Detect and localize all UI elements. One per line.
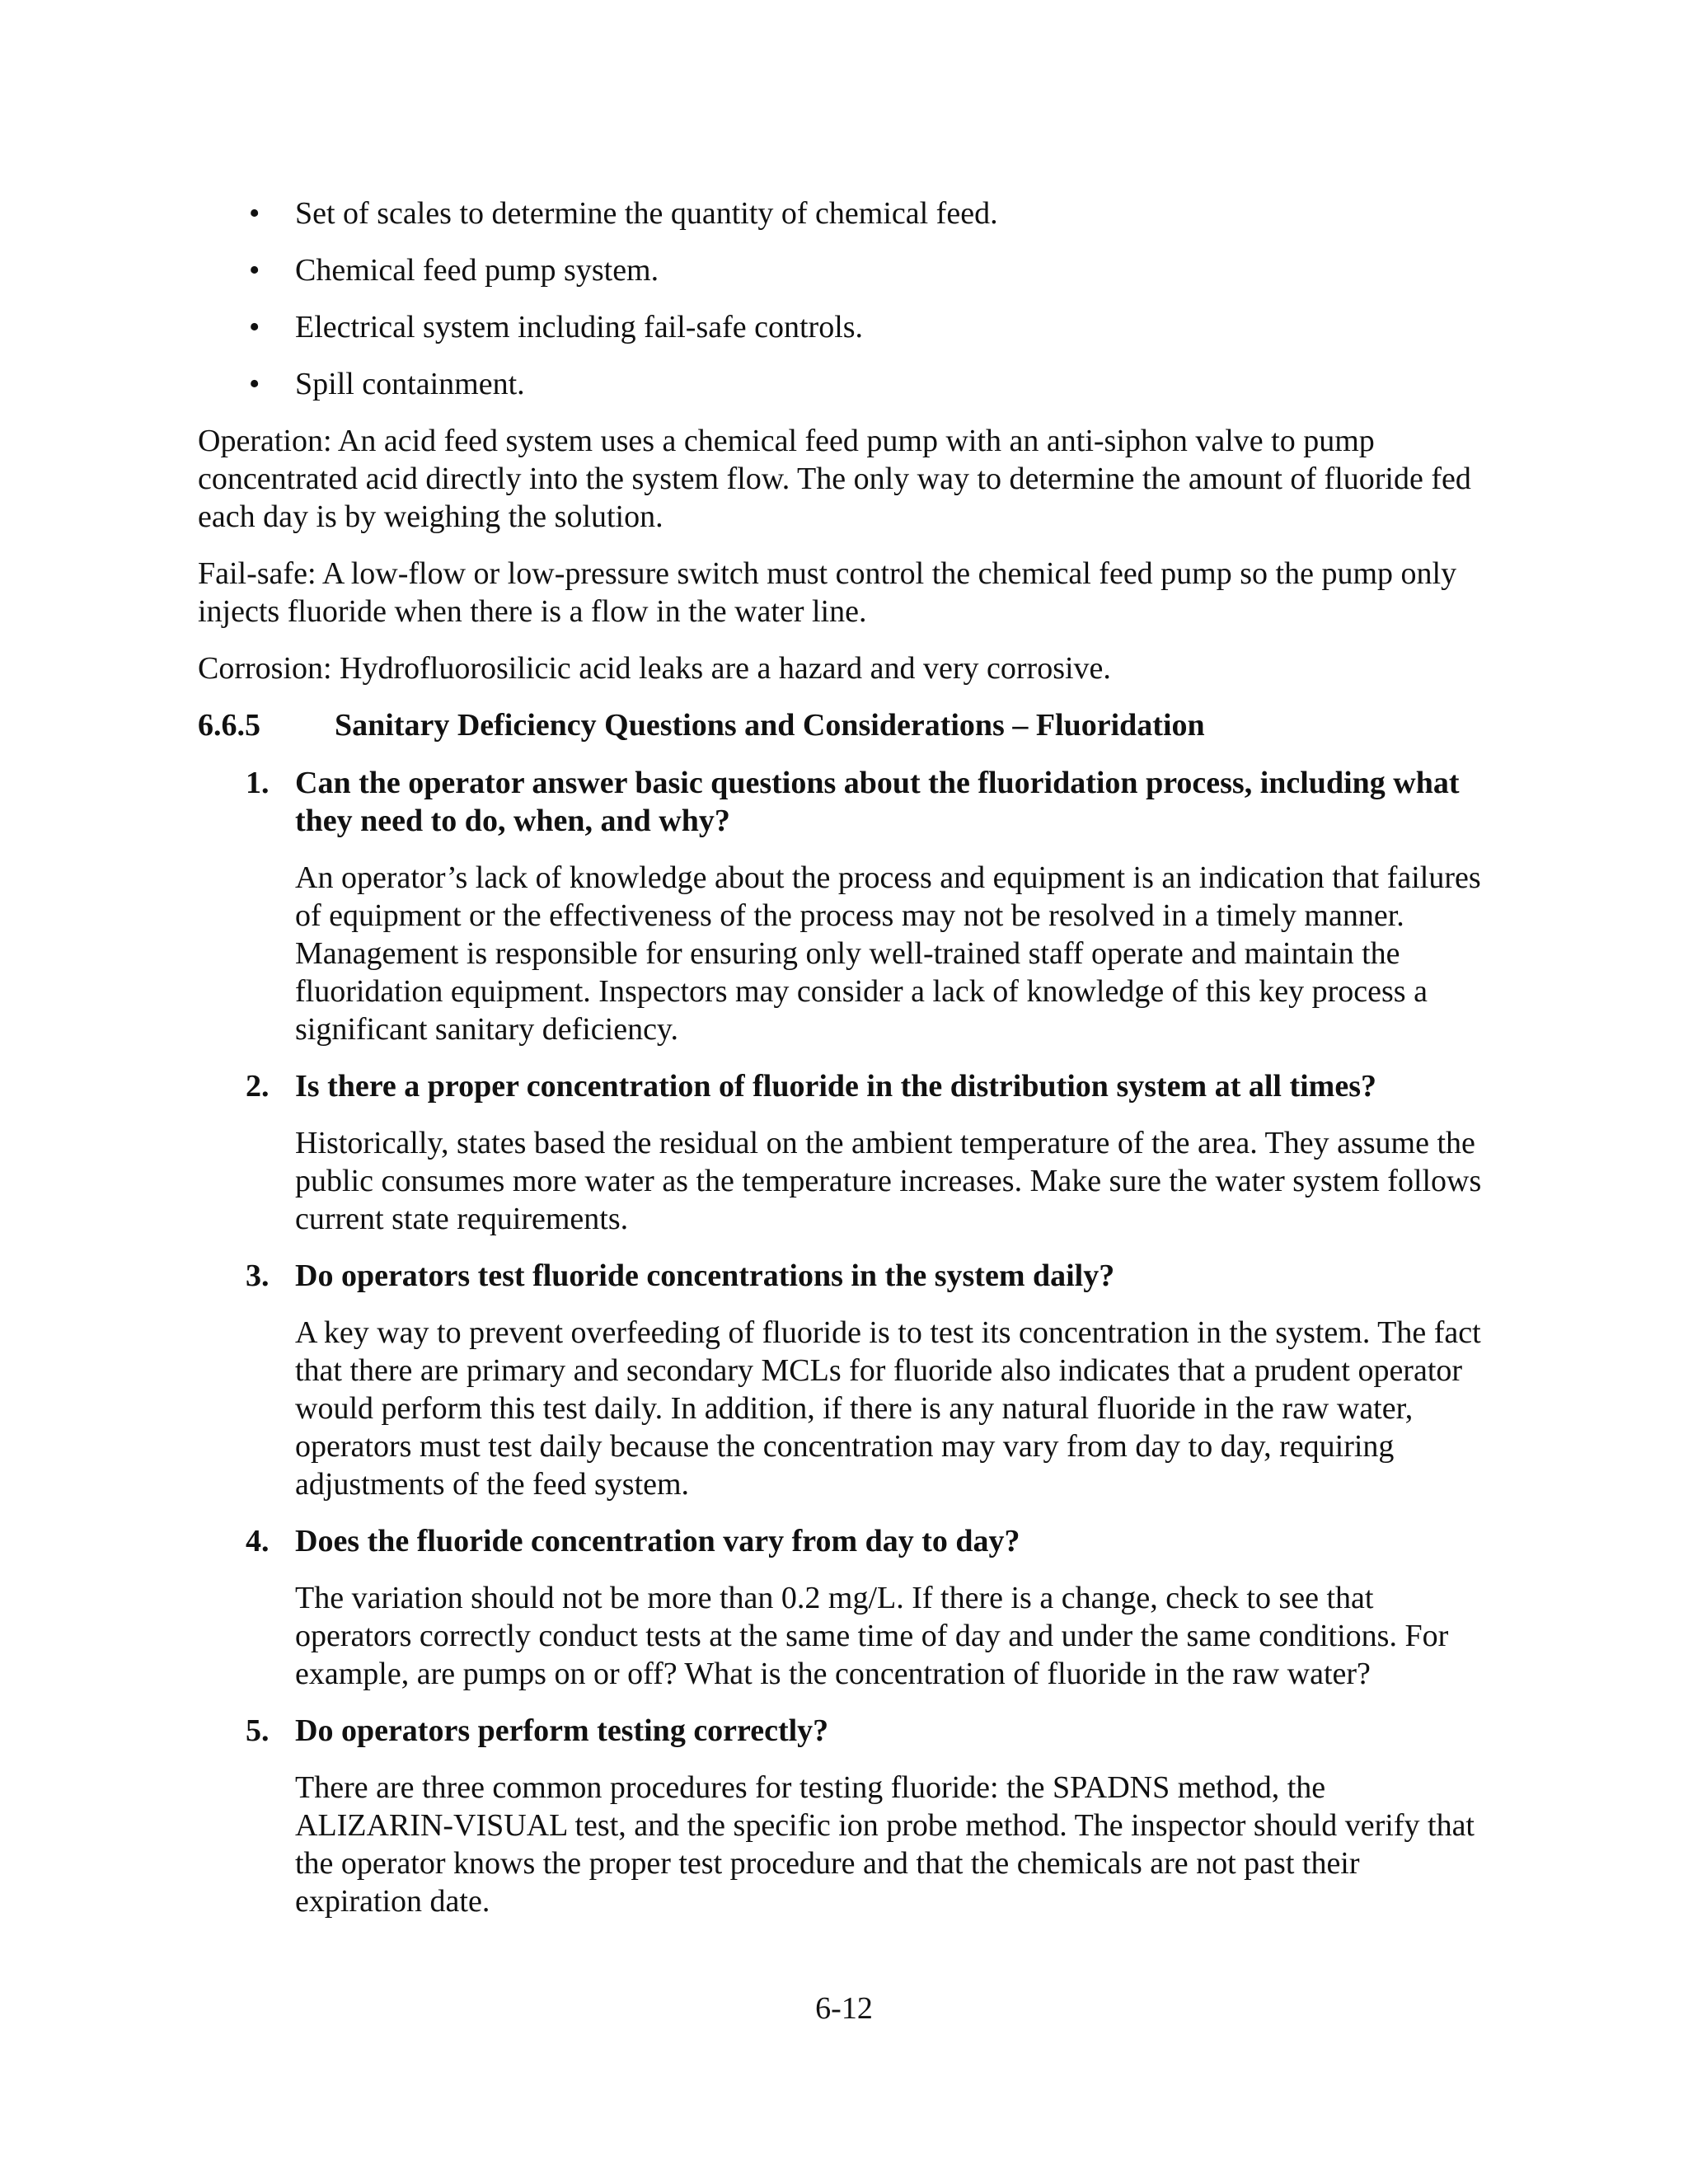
question [198,1522,1484,1560]
question-list [198,764,1484,1920]
section-number: 6.6.5 [198,708,260,743]
question-text: Can the operator answer basic questions about the fluoridation process, including what they need to do, when, and why? [295,766,1460,838]
question [198,764,1484,840]
question-text: Do operators test fluoride concentrations in the system daily? [295,1258,1115,1293]
question-item [198,764,1484,1048]
question-text: Does the fluoride concentration vary from day to day? [295,1524,1020,1558]
question-item [198,1257,1484,1503]
question [198,1067,1484,1105]
section-heading [198,706,1484,744]
bullet-text: Chemical feed pump system. [295,253,659,288]
bullet-item [198,308,1484,346]
question-number: 3. [246,1258,270,1293]
question-number: 1. [246,766,270,800]
bullet-icon: • [249,253,260,288]
question-text: Is there a proper concentration of fluoride in the distribution system at all times? [295,1069,1376,1104]
bullet-item [198,194,1484,232]
bullet-item [198,251,1484,289]
answer-text: Historically, states based the residual on the ambient temperature of the area. They assume the public consumes more water as the temperature increases. Make sure the water system follows current state requirements. [295,1126,1482,1236]
question [198,1257,1484,1295]
question-item [198,1522,1484,1693]
question-number: 4. [246,1524,270,1558]
document-page [198,194,1484,1939]
operation-paragraph: Operation: An acid feed system uses a chemical feed pump with an anti-siphon valve to pump concentrated acid directly into the system flow. The only way to determine the amount of fluoride fed each day is by weighing the solution. [198,424,1471,534]
corrosion-paragraph: Corrosion: Hydrofluorosilicic acid leaks are a hazard and very corrosive. [198,651,1111,686]
question-item [198,1067,1484,1238]
question-number: 5. [246,1713,270,1748]
question-number: 2. [246,1069,270,1104]
answer-text: An operator’s lack of knowledge about the process and equipment is an indication that failures of equipment or the effectiveness of the process may not be resolved in a timely manner. Management is responsible for ensuring only well-trained staff operate and maintain the fluoridation equipment. Inspectors may consider a lack of knowledge of this key process a significant sanitary deficiency. [295,860,1481,1047]
answer-text: A key way to prevent overfeeding of fluoride is to test its concentration in the system. The fact that there are primary and secondary MCLs for fluoride also indicates that a prudent operator would perform this test daily. In addition, if there is any natural fluoride in the raw water, operators must test daily because the concentration may vary from day to day, requiring adjustments of the feed system. [295,1315,1481,1502]
bullet-text: Spill containment. [295,367,525,401]
equipment-bullet-list [198,194,1484,403]
failsafe-paragraph: Fail-safe: A low-flow or low-pressure switch must control the chemical feed pump so the pump only injects fluoride when there is a flow in the water line. [198,556,1457,629]
bullet-text: Set of scales to determine the quantity of chemical feed. [295,196,998,231]
bullet-icon: • [249,310,260,344]
bullet-icon: • [249,196,260,231]
answer-text: The variation should not be more than 0.2 mg/L. If there is a change, check to see that operators correctly conduct tests at the same time of day and under the same conditions. For example, are pumps on or off? What is the concentration of fluoride in the raw water? [295,1581,1449,1691]
bullet-text: Electrical system including fail-safe controls. [295,310,864,344]
question-text: Do operators perform testing correctly? [295,1713,829,1748]
bullet-item [198,365,1484,403]
answer-text: There are three common procedures for testing fluoride: the SPADNS method, the ALIZARIN-VISUAL test, and the specific ion probe method. The inspector should verify that the operator knows the proper test procedure and that the chemicals are not past their expiration date. [295,1770,1475,1919]
bullet-icon: • [249,367,260,401]
section-title: Sanitary Deficiency Questions and Considerations – Fluoridation [335,708,1205,743]
question [198,1712,1484,1750]
page-number: 6-12 [815,1991,873,2026]
question-item [198,1712,1484,1920]
